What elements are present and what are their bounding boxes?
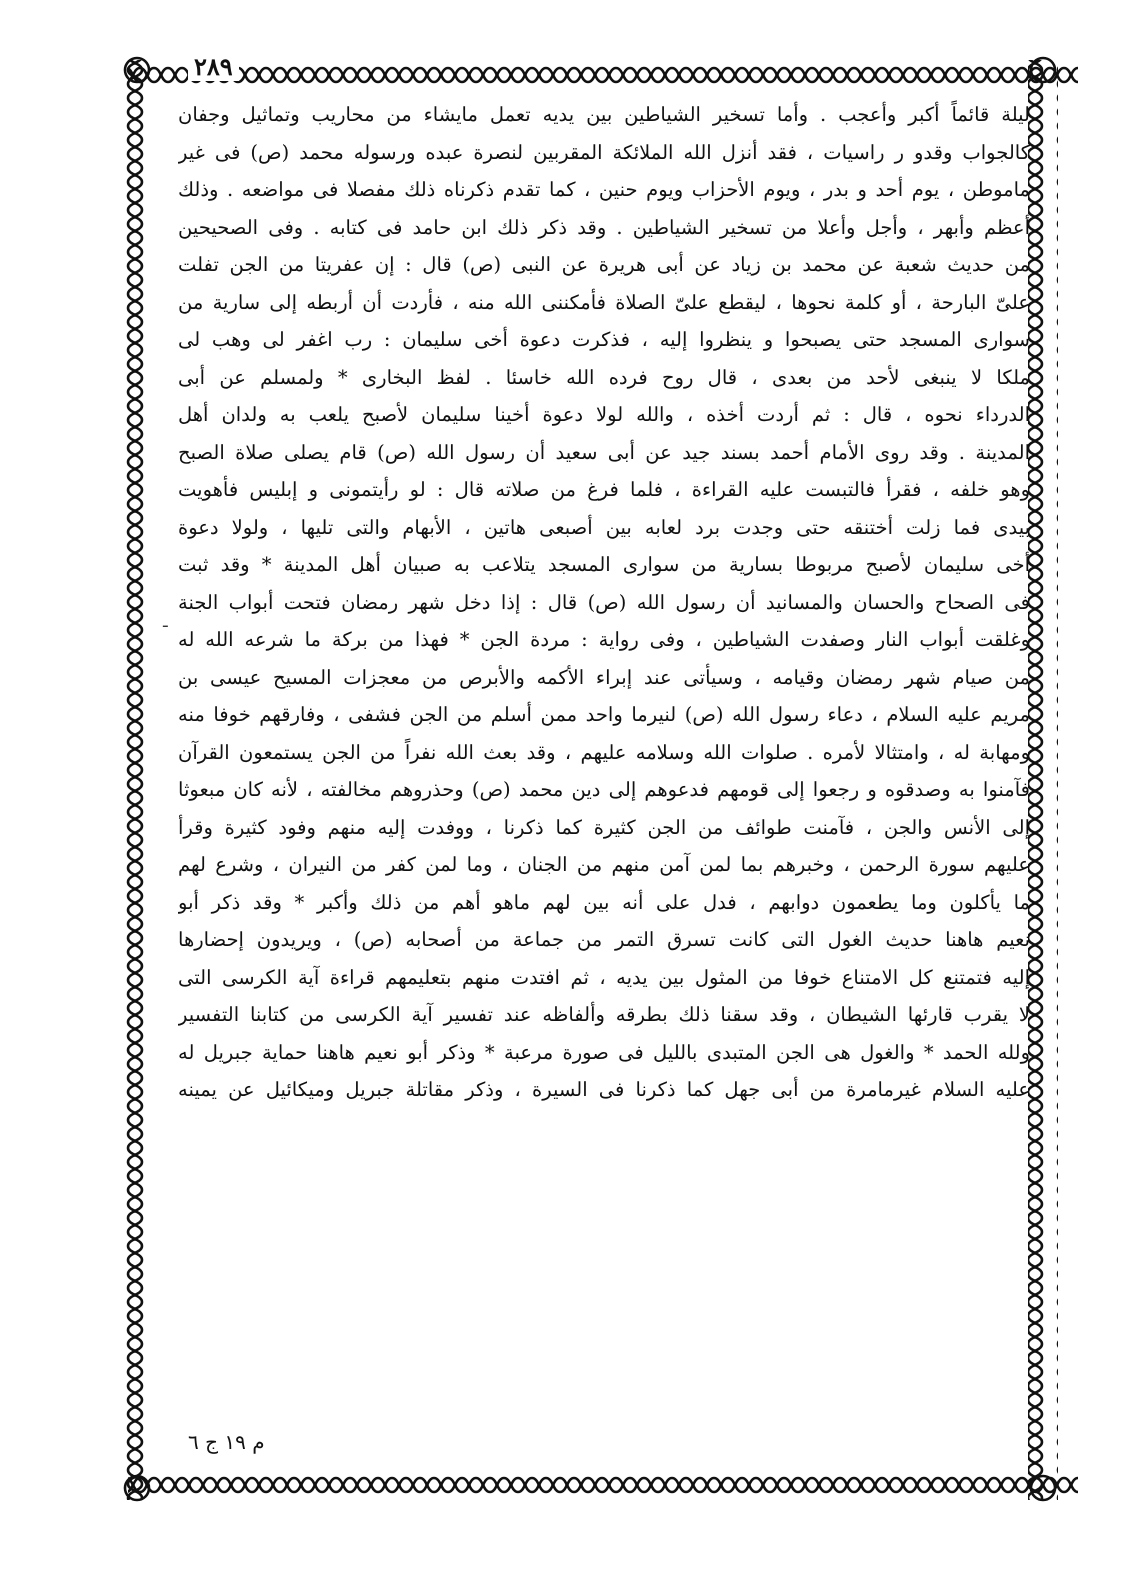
text-line: علىّ البارحة ، أو كلمة نحوها ، ليقطع علىّ الصلاة فأمكننى الله منه ، فأردت أن أربطه إلى سارية من: [178, 290, 1030, 314]
text-line: إليه فتمتنع كل الامتناع خوفا من المثول بين يديه ، ثم افتدت منهم بتعليمهم قراءة آية الكرسى التى: [178, 965, 1030, 989]
text-line: نعيم هاهنا حديث الغول التى كانت تسرق التمر من جماعة من أصحابه (ص) ، ويريدون إحضارها: [178, 928, 1030, 951]
text-line: سوارى المسجد حتى يصبحوا و ينظروا إليه ، فذكرت دعوة أخى سليمان : رب اغفر لى وهب لى: [178, 328, 1030, 351]
text-line: أعظم وأبهر ، وأجل وأعلا من تسخير الشياطين . وقد ذكر ذلك ابن حامد فى كتابه . وفى الصحيحين: [178, 215, 1030, 239]
text-line: ما يأكلون وما يطعمون دوابهم ، فدل على أنه بين لهم ماهو أهم من ذلك وأكبر * وقد ذكر أبو: [178, 890, 1030, 914]
text-line: كالجواب وقدو ر راسيات ، فقد أنزل الله الملائكة المقربين لنصرة عبده ورسوله محمد (ص) فى غير: [178, 140, 1030, 164]
text-line: ولله الحمد * والغول هى الجن المتبدى بالليل فى صورة مرعبة * وذكر أبو نعيم هاهنا حماية جبريل له: [178, 1040, 1030, 1064]
text-line: عليه السلام غيرمامرة من أبى جهل كما ذكرنا فى السيرة ، وذكر مقاتلة جبريل وميكائيل عن يمينه: [178, 1078, 1030, 1101]
text-line: أخى سليمان لأصبح مربوطا بسارية من سوارى المسجد يتلاعب به صبيان أهل المدينة * وقد ثبت: [178, 553, 1030, 576]
text-line: المدينة . وقد روى الأمام أحمد بسند جيد عن أبى سعيد أن رسول الله (ص) قام يصلى صلاة الصبح: [178, 440, 1030, 464]
text-line: من حديث شعبة عن محمد بن زياد عن أبى هريرة عن النبى (ص) قال : إن عفريتا من الجن تفلت: [178, 253, 1030, 276]
text-line: فآمنوا به وصدقوه و رجعوا إلى قومهم فدعوهم إلى دين محمد (ص) وحذروهم مخالفته ، لأنه كان مبعوثا: [178, 778, 1030, 801]
text-line: عليهم سورة الرحمن ، وخبرهم بما لمن آمن منهم من الجنان ، وما لمن كفر من النيران ، وشرع لهم: [178, 853, 1030, 876]
text-line: ومهابة له ، وامتثالا لأمره . صلوات الله وسلامه عليهم ، وقد بعث الله نفراً من الجن يستمعون القرآن: [178, 740, 1030, 764]
page-number: ٢٨٩: [188, 52, 239, 81]
text-line: وغلقت أبواب النار وصفدت الشياطين ، وفى رواية : مردة الجن * فهذا من بركة ما شرعه الله له: [178, 628, 1030, 651]
text-line: إلى الأنس والجن ، فآمنت طوائف من الجن كثيرة كما ذكرنا ، ووفدت إليه منهم وفود كثيرة وقرأ: [178, 815, 1030, 839]
text-line: ملكا لا ينبغى لأحد من بعدى ، قال روح فرده الله خاسئا . لفظ البخارى * ولمسلم عن أبى: [178, 365, 1030, 389]
printer-signature-mark: م ١٩ ج ٦: [188, 1430, 265, 1454]
text-line: مريم عليه السلام ، دعاء رسول الله (ص) لنيرما واحد ممن أسلم من الجن فشفى ، وفارقهم خوفا منه: [178, 703, 1030, 726]
text-line: بيدى فما زلت أختنقه حتى وجدت برد لعابه بين أصبعى هاتين ، الأبهام والتى تليها ، ولولا دعوة: [178, 515, 1030, 539]
text-line: ليلة قائماً أكبر وأعجب . وأما تسخير الشياطين بين يديه تعمل مايشاء من محاريب وتماثيل وجفان: [178, 103, 1030, 126]
text-line: الدرداء نحوه ، قال : ثم أردت أخذه ، والله لولا دعوة أخينا سليمان لأصبح يلعب به ولدان أهل: [178, 403, 1030, 426]
text-line: لا يقرب قارئها الشيطان ، وقد سقنا ذلك بطرقه وألفاظه عند تفسير آية الكرسى من كتابنا التفسير: [178, 1003, 1030, 1026]
text-line: وهو خلفه ، فقرأ فالتبست عليه القراءة ، فلما فرغ من صلاته قال : لو رأيتمونى و إبليس فأهويت: [178, 478, 1030, 501]
text-line: ماموطن ، يوم أحد و بدر ، ويوم الأحزاب ويوم حنين ، كما تقدم ذكرناه ذلك مفصلا فى مواضعه . وذلك: [178, 178, 1030, 201]
text-line: فى الصحاح والحسان والمسانيد أن رسول الله (ص) قال : إذا دخل شهر رمضان فتحت أبواب الجنة: [178, 590, 1030, 614]
margin-tick: ـ: [163, 612, 168, 631]
text-line: من صيام شهر رمضان وقيامه ، وسيأتى عند إبراء الأكمه والأبرص من معجزات المسيح عيسى بن: [178, 665, 1030, 689]
main-text-block: [178, 96, 1030, 1109]
